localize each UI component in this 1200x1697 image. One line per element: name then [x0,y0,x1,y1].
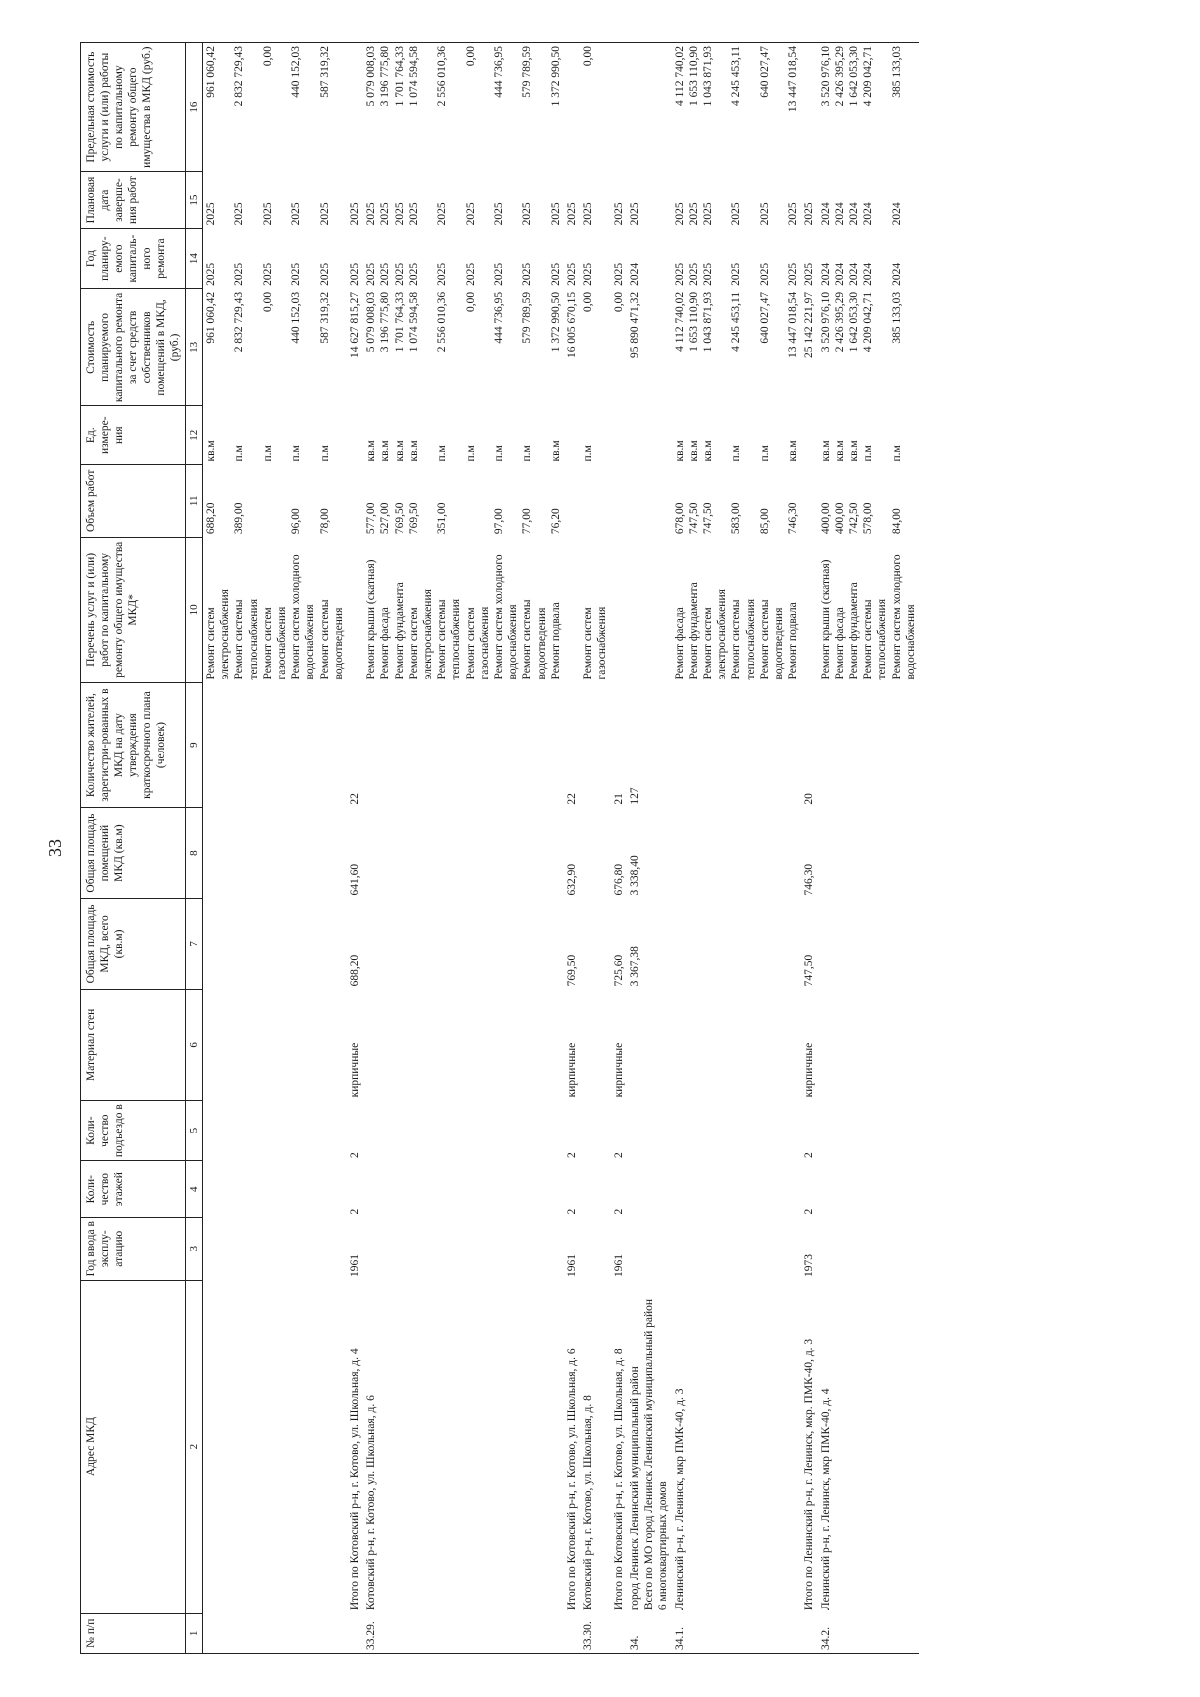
residents-cell: 22 [349,793,362,805]
address-cell: город Ленинск Ленинский муниципальный район Всего по МО город Ленинск Ленинский муниципальный район 6 многоквартирных домов [628,1298,670,1611]
volume-cell [580,464,610,537]
unit-cell [611,406,627,465]
column-number-9: 9 [186,683,203,808]
unit-cell: п.м [582,445,595,462]
column-number-15: 15 [186,172,203,229]
works-list-cell: Ремонт крыши (скатная) Ремонт фасада Ремонт фундамента Ремонт системы теплоснабжения Ремонт систем холодного водоснабжения [819,554,917,680]
total-area-cell [580,899,610,990]
works-list-cell [347,537,363,682]
floors-cell: 2 [803,1208,816,1215]
rooms-area-cell [580,808,610,899]
column-number-11: 11 [186,464,203,537]
column-header-14: Год планиру-емого капиталь-ного ремонта [81,228,186,289]
floors-cell [580,1161,610,1218]
floors-cell: 2 [566,1208,579,1215]
column-header-8: Общая площадь помещений МКД (кв.м) [81,808,186,899]
volume-cell [611,464,627,537]
entrances-cell [580,1100,610,1161]
table-row [347,43,363,1654]
wall-material-cell: кирпичные [566,1042,579,1098]
cost-cell: 5 079 008,03 3 196 775,80 1 701 764,33 1 074 594,58 2 556 010,36 0,00 444 736,95 579 789,59 1 372 990,50 [365,291,562,353]
address-cell: Ленинский р-н, г. Ленинск, мкр ПМК-40, д. 4 [819,1388,832,1611]
volume-cell: 400,00 400,00 742,50 578,00 84,00 [819,502,903,535]
column-header-13: Стоимость планируемого капитального ремонта за счет средств собственников помещений в МКД, (руб.) [81,289,186,406]
rooms-area-cell: 746,30 [803,863,816,896]
row-number [801,1613,817,1653]
table-row [203,43,348,1654]
total-area-cell: 747,50 [803,954,816,987]
volume-cell [347,464,363,537]
column-number-12: 12 [186,406,203,465]
address-cell: Итого по Котовский р-н, г. Котово, ул. Школьная, д. 6 [566,1348,579,1611]
volume-cell: 688,20 389,00 96,00 78,00 [205,502,331,535]
volume-cell: 577,00 527,00 769,50 769,50 351,00 97,00 77,00 76,20 [365,502,562,535]
total-area-cell: 688,20 [349,954,362,987]
table-row [580,43,610,1654]
wall-material-cell: кирпичные [803,1042,816,1098]
end-date-cell: 2025 [628,202,641,226]
table-row [363,43,564,1654]
repair-year-cell: 2025 [566,262,579,286]
row-number [611,1613,627,1653]
table-row [672,43,802,1654]
limit-cost-cell: 4 112 740,02 1 653 110,90 1 043 871,93 4 245 453,11 640 027,47 13 447 018,54 [672,43,802,172]
cost-cell: 0,00 [582,291,595,312]
capital-repair-table [80,42,919,1654]
total-area-cell: 3 367,38 [628,946,641,987]
end-date-cell: 2025 2025 2025 2025 2025 [205,202,331,226]
volume-cell [801,464,817,537]
cost-cell: 3 520 976,10 2 426 395,29 1 642 053,30 4 209 042,71 385 133,03 [819,291,903,353]
rotated-table-container [80,42,1125,1654]
unit-cell: кв.м кв.м кв.м п.м п.м кв.м [673,440,800,462]
rooms-area-cell [203,808,348,899]
row-number [203,1613,348,1653]
repair-year-cell: 2024 [628,262,641,286]
wall-material-cell [627,989,672,1100]
cost-cell: 95 890 471,32 [628,291,641,358]
wall-material-cell [580,989,610,1100]
address-cell: Итого по Котовский р-н, г. Котово, ул. Школьная, д. 4 [349,1348,362,1611]
column-number-8: 8 [186,808,203,899]
repair-year-cell: 2024 2024 2024 2024 2024 [819,262,903,286]
column-header-15: Плановая дата заверше-ния работ [81,172,186,229]
year-cell [580,1217,610,1280]
column-number-1: 1 [186,1613,203,1653]
wall-material-cell [203,989,348,1100]
rooms-area-cell [672,808,802,899]
cost-cell: 16 005 670,15 [566,291,579,358]
total-area-cell [363,899,564,990]
address-cell: Итого по Ленинский р-н, г. Ленинск, мкр. ПМК-40, д. 3 [803,1338,816,1611]
end-date-cell: 2025 [349,202,362,226]
rooms-area-cell: 3 338,40 [628,855,641,896]
wall-material-cell [363,989,564,1100]
year-cell: 1961 [566,1254,579,1278]
column-number-16: 16 [186,43,203,172]
wall-material-cell: кирпичные [612,1042,625,1098]
row-number: 34.2. [818,1613,919,1653]
column-number-3: 3 [186,1217,203,1280]
row-number [347,1613,363,1653]
column-header-6: Материал стен [81,989,186,1100]
year-cell [818,1217,919,1280]
total-area-cell: 769,50 [566,954,579,987]
limit-cost-cell [627,43,672,172]
table-row [801,43,817,1654]
residents-cell: 22 [566,793,579,805]
rooms-area-cell: 641,60 [349,863,362,896]
volume-cell [564,464,580,537]
row-number [564,1613,580,1653]
year-cell [627,1217,672,1280]
column-header-5: Коли-чество подъездо в [81,1100,186,1161]
unit-cell: кв.м п.м п.м п.м п.м [205,440,331,462]
floors-cell [203,1161,348,1218]
limit-cost-cell: 0,00 [580,43,610,172]
table-row [611,43,627,1654]
volume-cell: 678,00 747,50 747,50 583,00 85,00 746,30 [673,502,800,535]
end-date-cell: 2025 [612,202,625,226]
address-cell [203,1280,348,1613]
end-date-cell: 2025 [582,202,595,226]
entrances-cell [203,1100,348,1161]
year-cell [203,1217,348,1280]
table-row [818,43,919,1654]
repair-year-cell: 2025 [582,262,595,286]
limit-cost-cell [801,43,817,172]
table-body [203,43,919,1654]
column-header-2: Адрес МКД [81,1280,186,1613]
limit-cost-cell [611,43,627,172]
year-cell: 1961 [349,1254,362,1278]
unit-cell [347,406,363,465]
floors-cell [627,1161,672,1218]
unit-cell: кв.м кв.м кв.м кв.м п.м п.м п.м п.м кв.м [365,440,562,462]
repair-year-cell: 2025 [803,262,816,286]
column-header-7: Общая площадь МКД, всего (кв.м) [81,899,186,990]
table-column-number-row [186,43,203,1654]
year-cell: 1973 [803,1254,816,1278]
works-list-cell [627,537,672,682]
column-number-7: 7 [186,899,203,990]
works-list-cell [564,537,580,682]
row-number: 33.29. [363,1613,564,1653]
year-cell [672,1217,802,1280]
entrances-cell [818,1100,919,1161]
column-number-4: 4 [186,1161,203,1218]
page-number: 33 [45,839,65,857]
entrances-cell: 2 [612,1152,625,1158]
limit-cost-cell: 5 079 008,03 3 196 775,80 1 701 764,33 1 074 594,58 2 556 010,36 0,00 444 736,95 579 789,59 1 372 990,50 [363,43,564,172]
unit-cell [564,406,580,465]
limit-cost-cell: 961 060,42 2 832 729,43 0,00 440 152,03 587 319,32 [203,43,348,172]
limit-cost-cell [564,43,580,172]
repair-year-cell: 2025 2025 2025 2025 2025 2025 [673,262,800,286]
works-list-cell: Ремонт крыши (скатная) Ремонт фасада Ремонт фундамента Ремонт систем электроснабжения Ремонт системы теплоснабжения Ремонт систем газоснабжения Ремонт систем холодного водоснабжения Ремонт системы водоотведения Ремонт подвала [365,554,562,680]
column-header-10: Перечень услуг и (или) работ по капитальному ремонту общего имущества МКД* [81,537,186,682]
column-header-4: Коли-чество этажей [81,1161,186,1218]
cost-cell: 14 627 815,27 [349,291,362,358]
floors-cell: 2 [612,1208,625,1215]
residents-cell: 20 [803,793,816,805]
residents-cell: 21 [612,793,625,805]
column-number-2: 2 [186,1280,203,1613]
entrances-cell [627,1100,672,1161]
floors-cell [672,1161,802,1218]
unit-cell: кв.м кв.м кв.м п.м п.м [819,440,903,462]
column-number-14: 14 [186,228,203,289]
rooms-area-cell: 632,90 [566,863,579,896]
address-cell: Итого по Котовский р-н, г. Котово, ул. Школьная, д. 8 [612,1348,625,1611]
address-cell: Ленинский р-н, г. Ленинск, мкр ПМК-40, д. 3 [673,1388,686,1611]
address-cell: Котовский р-н, г. Котово, ул. Школьная, д. 8 [582,1395,595,1611]
column-header-9: Количество жителей, зарегистри-рованных в МКД на дату утверждения краткосрочного плана (человек) [81,683,186,808]
floors-cell: 2 [349,1208,362,1215]
row-number: 33.30. [580,1613,610,1653]
column-header-1: № п/п [81,1613,186,1653]
end-date-cell: 2025 [803,202,816,226]
end-date-cell: 2024 2024 2024 2024 2024 [819,202,903,226]
entrances-cell [363,1100,564,1161]
cost-cell: 961 060,42 2 832 729,43 0,00 440 152,03 587 319,32 [205,291,331,353]
repair-year-cell: 2025 [349,262,362,286]
repair-year-cell: 2025 2025 2025 2025 2025 2025 2025 2025 2025 [365,262,562,286]
works-list-cell [801,537,817,682]
end-date-cell: 2025 [566,202,579,226]
address-cell: Котовский р-н, г. Котово, ул. Школьная, д. 6 [365,1395,378,1611]
unit-cell [801,406,817,465]
residents-cell [363,683,564,808]
end-date-cell: 2025 2025 2025 2025 2025 2025 2025 2025 2025 [365,202,562,226]
unit-cell [627,406,672,465]
column-number-13: 13 [186,289,203,406]
residents-cell [203,683,348,808]
rotated-page [80,42,1200,1650]
entrances-cell: 2 [349,1152,362,1158]
volume-cell [627,464,672,537]
total-area-cell [818,899,919,990]
works-list-cell [611,537,627,682]
cost-cell: 4 112 740,02 1 653 110,90 1 043 871,93 4 245 453,11 640 027,47 13 447 018,54 [673,291,800,358]
total-area-cell: 725,60 [612,954,625,987]
column-number-10: 10 [186,537,203,682]
entrances-cell [672,1100,802,1161]
column-header-16: Предельная стоимость услуги и (или) работы по капитальному ремонту общего имущества в МКД (руб.) [81,43,186,172]
wall-material-cell [818,989,919,1100]
total-area-cell [672,899,802,990]
works-list-cell: Ремонт систем электроснабжения Ремонт системы теплоснабжения Ремонт систем газоснабжения Ремонт систем холодного водоснабжения Ремонт системы водоотведения [205,554,345,680]
residents-cell [580,683,610,808]
repair-year-cell: 2025 [612,262,625,286]
cost-cell: 25 142 221,97 [803,291,816,358]
works-list-cell: Ремонт систем газоснабжения [582,606,609,680]
column-number-5: 5 [186,1100,203,1161]
works-list-cell: Ремонт фасада Ремонт фундамента Ремонт систем электроснабжения Ремонт системы теплоснабжения Ремонт системы водоотведения Ремонт подвала [673,582,800,680]
cost-cell: 0,00 [612,291,625,312]
table-row [627,43,672,1654]
residents-cell [818,683,919,808]
year-cell: 1961 [612,1254,625,1278]
table-row [564,43,580,1654]
column-header-12: Ед. измере-ния [81,406,186,465]
rooms-area-cell [818,808,919,899]
row-number: 34. [627,1613,672,1653]
column-header-11: Объем работ [81,464,186,537]
column-number-6: 6 [186,989,203,1100]
end-date-cell: 2025 2025 2025 2025 2025 2025 [673,202,800,226]
table-header-row [81,43,186,1654]
floors-cell [818,1161,919,1218]
entrances-cell: 2 [566,1152,579,1158]
limit-cost-cell: 3 520 976,10 2 426 395,29 1 642 053,30 4 209 042,71 385 133,03 [818,43,919,172]
rooms-area-cell: 676,80 [612,863,625,896]
column-header-3: Год ввода в эксплу-атацию [81,1217,186,1280]
repair-year-cell: 2025 2025 2025 2025 2025 [205,262,331,286]
row-number: 34.1. [672,1613,802,1653]
residents-cell: 127 [628,787,641,805]
wall-material-cell: кирпичные [349,1042,362,1098]
rooms-area-cell [363,808,564,899]
residents-cell [672,683,802,808]
year-cell [363,1217,564,1280]
floors-cell [363,1161,564,1218]
entrances-cell: 2 [803,1152,816,1158]
limit-cost-cell [347,43,363,172]
total-area-cell [203,899,348,990]
wall-material-cell [672,989,802,1100]
